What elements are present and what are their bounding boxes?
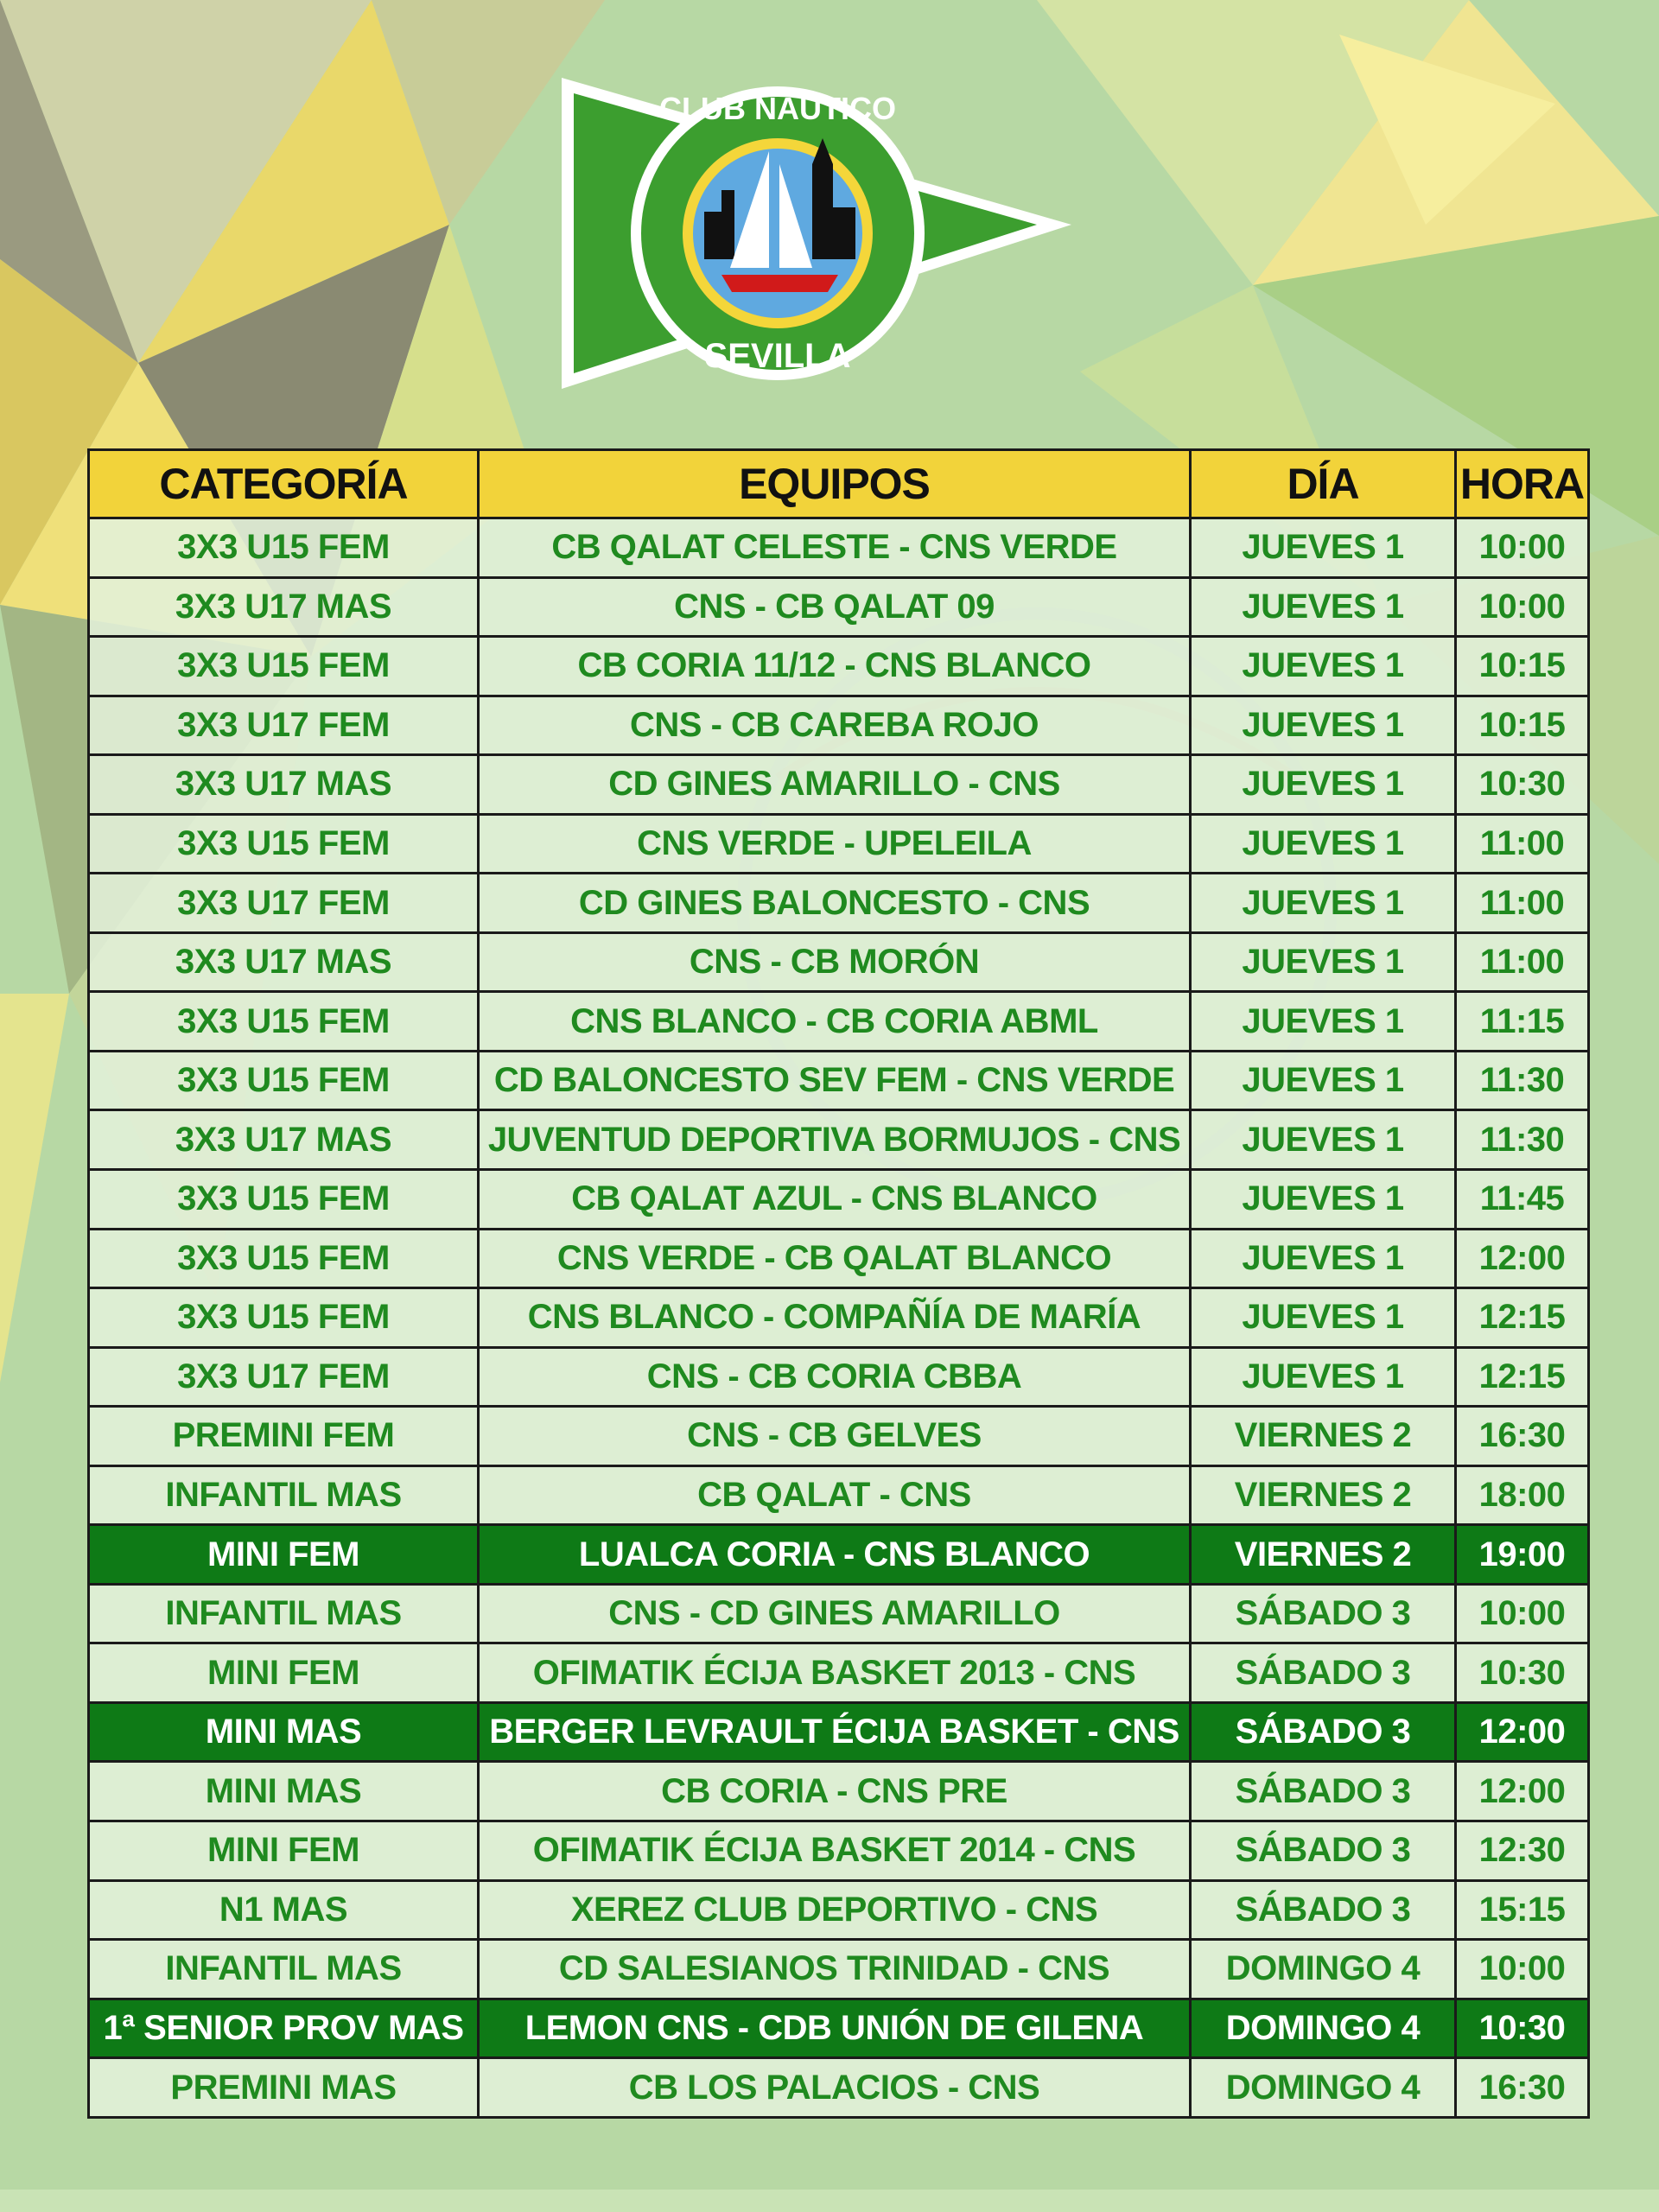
cell-equipos: CB LOS PALACIOS - CNS [479,2058,1191,2118]
table-row [89,1880,1589,1940]
cell-equipos: CD GINES AMARILLO - CNS [479,755,1191,815]
cell-equipos: LEMON CNS - CDB UNIÓN DE GILENA [479,1999,1191,2058]
cell-hora: 12:00 [1456,1702,1589,1762]
cell-dia: VIERNES 2 [1191,1525,1456,1585]
cell-dia: JUEVES 1 [1191,1347,1456,1407]
cell-hora: 11:30 [1456,1051,1589,1110]
cell-hora: 12:15 [1456,1347,1589,1407]
cell-hora: 16:30 [1456,1407,1589,1466]
cell-hora: 12:15 [1456,1288,1589,1348]
cell-hora: 10:15 [1456,637,1589,696]
header-row [89,450,1589,518]
table-row [89,1347,1589,1407]
header-equipos: EQUIPOS [479,450,1191,518]
table-row [89,814,1589,874]
cell-categoria: 3X3 U17 MAS [89,577,479,637]
club-logo [553,69,1106,397]
cell-categoria: 3X3 U17 FEM [89,874,479,933]
table-row [89,1762,1589,1821]
table-row [89,1821,1589,1881]
table-row [89,1584,1589,1643]
cell-categoria: 3X3 U17 FEM [89,696,479,755]
cell-dia: JUEVES 1 [1191,577,1456,637]
cell-categoria: PREMINI FEM [89,1407,479,1466]
cell-dia: DOMINGO 4 [1191,1999,1456,2058]
table-row [89,1288,1589,1348]
table-row [89,874,1589,933]
cell-equipos: CB QALAT - CNS [479,1465,1191,1525]
table-row [89,1465,1589,1525]
table-row [89,932,1589,992]
cell-categoria: PREMINI MAS [89,2058,479,2118]
cell-dia: VIERNES 2 [1191,1465,1456,1525]
schedule-table [87,448,1590,2119]
cell-hora: 10:00 [1456,1940,1589,1999]
cell-hora: 11:00 [1456,874,1589,933]
cell-categoria: INFANTIL MAS [89,1940,479,1999]
cell-dia: DOMINGO 4 [1191,2058,1456,2118]
cell-hora: 11:00 [1456,814,1589,874]
cell-equipos: OFIMATIK ÉCIJA BASKET 2014 - CNS [479,1821,1191,1881]
bottom-strip [0,2190,1659,2212]
cell-equipos: CNS - CB CAREBA ROJO [479,696,1191,755]
cell-hora: 12:00 [1456,1762,1589,1821]
cell-dia: JUEVES 1 [1191,1170,1456,1230]
logo-text-top: CLUB NÁUTICO [659,91,896,126]
cell-equipos: OFIMATIK ÉCIJA BASKET 2013 - CNS [479,1643,1191,1703]
table-row [89,1229,1589,1288]
table-row [89,1643,1589,1703]
header-categoria: CATEGORÍA [89,450,479,518]
cell-dia: SÁBADO 3 [1191,1821,1456,1881]
cell-equipos: XEREZ CLUB DEPORTIVO - CNS [479,1880,1191,1940]
table-row [89,1051,1589,1110]
cell-equipos: CD BALONCESTO SEV FEM - CNS VERDE [479,1051,1191,1110]
schedule-body [89,518,1589,2118]
cell-dia: SÁBADO 3 [1191,1584,1456,1643]
cell-equipos: CB CORIA 11/12 - CNS BLANCO [479,637,1191,696]
table-row [89,696,1589,755]
table-row [89,2058,1589,2118]
cell-categoria: INFANTIL MAS [89,1584,479,1643]
cell-dia: DOMINGO 4 [1191,1940,1456,1999]
table-row [89,577,1589,637]
cell-dia: JUEVES 1 [1191,874,1456,933]
table-row [89,1110,1589,1170]
cell-dia: SÁBADO 3 [1191,1643,1456,1703]
cell-dia: JUEVES 1 [1191,1051,1456,1110]
cell-equipos: CNS VERDE - CB QALAT BLANCO [479,1229,1191,1288]
cell-categoria: 3X3 U15 FEM [89,814,479,874]
cell-categoria: MINI FEM [89,1643,479,1703]
cell-equipos: CNS - CB QALAT 09 [479,577,1191,637]
cell-categoria: MINI MAS [89,1762,479,1821]
cell-equipos: CNS - CB MORÓN [479,932,1191,992]
cell-categoria: 3X3 U15 FEM [89,1170,479,1230]
cell-dia: JUEVES 1 [1191,755,1456,815]
table-row [89,1702,1589,1762]
cell-equipos: CNS VERDE - UPELEILA [479,814,1191,874]
cell-equipos: CNS - CD GINES AMARILLO [479,1584,1191,1643]
cell-categoria: MINI FEM [89,1821,479,1881]
cell-dia: SÁBADO 3 [1191,1880,1456,1940]
table-row [89,1407,1589,1466]
table-row [89,1525,1589,1585]
cell-hora: 12:00 [1456,1229,1589,1288]
header-dia: DÍA [1191,450,1456,518]
cell-hora: 10:30 [1456,1643,1589,1703]
cell-equipos: CNS - CB GELVES [479,1407,1191,1466]
cell-categoria: 3X3 U15 FEM [89,518,479,578]
cell-dia: JUEVES 1 [1191,1110,1456,1170]
cell-hora: 12:30 [1456,1821,1589,1881]
cell-dia: JUEVES 1 [1191,637,1456,696]
cell-hora: 10:00 [1456,1584,1589,1643]
cell-hora: 10:30 [1456,1999,1589,2058]
table-row [89,992,1589,1052]
cell-hora: 15:15 [1456,1880,1589,1940]
cell-dia: SÁBADO 3 [1191,1702,1456,1762]
table-row [89,1999,1589,2058]
cell-categoria: MINI FEM [89,1525,479,1585]
cell-equipos: CNS - CB CORIA CBBA [479,1347,1191,1407]
table-row [89,1170,1589,1230]
cell-categoria: 3X3 U15 FEM [89,637,479,696]
cell-dia: JUEVES 1 [1191,814,1456,874]
cell-categoria: 3X3 U17 MAS [89,755,479,815]
cell-equipos: BERGER LEVRAULT ÉCIJA BASKET - CNS [479,1702,1191,1762]
cell-hora: 11:30 [1456,1110,1589,1170]
cell-categoria: 3X3 U17 MAS [89,932,479,992]
cell-hora: 10:30 [1456,755,1589,815]
cell-categoria: 3X3 U15 FEM [89,1229,479,1288]
cell-categoria: 3X3 U17 MAS [89,1110,479,1170]
cell-hora: 19:00 [1456,1525,1589,1585]
cell-dia: JUEVES 1 [1191,1288,1456,1348]
table-row [89,637,1589,696]
cell-dia: JUEVES 1 [1191,696,1456,755]
cell-equipos: CB QALAT CELESTE - CNS VERDE [479,518,1191,578]
cell-equipos: CD GINES BALONCESTO - CNS [479,874,1191,933]
cell-hora: 10:00 [1456,577,1589,637]
cell-dia: SÁBADO 3 [1191,1762,1456,1821]
cell-hora: 10:15 [1456,696,1589,755]
cell-equipos: CNS BLANCO - CB CORIA ABML [479,992,1191,1052]
cell-categoria: MINI MAS [89,1702,479,1762]
cell-hora: 10:00 [1456,518,1589,578]
cell-equipos: CB CORIA - CNS PRE [479,1762,1191,1821]
cell-categoria: 3X3 U17 FEM [89,1347,479,1407]
cell-equipos: CB QALAT AZUL - CNS BLANCO [479,1170,1191,1230]
cell-hora: 16:30 [1456,2058,1589,2118]
cell-hora: 11:15 [1456,992,1589,1052]
cell-dia: VIERNES 2 [1191,1407,1456,1466]
cell-categoria: N1 MAS [89,1880,479,1940]
header-hora: HORA [1456,450,1589,518]
cell-categoria: 1ª SENIOR PROV MAS [89,1999,479,2058]
logo-text-bottom: SEVILLA [704,337,851,375]
table-row [89,1940,1589,1999]
cell-equipos: CD SALESIANOS TRINIDAD - CNS [479,1940,1191,1999]
cell-hora: 11:00 [1456,932,1589,992]
cell-dia: JUEVES 1 [1191,1229,1456,1288]
table-row [89,755,1589,815]
cell-categoria: 3X3 U15 FEM [89,1288,479,1348]
table-row [89,518,1589,578]
cell-hora: 11:45 [1456,1170,1589,1230]
cell-categoria: 3X3 U15 FEM [89,1051,479,1110]
cell-hora: 18:00 [1456,1465,1589,1525]
cell-dia: JUEVES 1 [1191,992,1456,1052]
cell-categoria: 3X3 U15 FEM [89,992,479,1052]
cell-equipos: CNS BLANCO - COMPAÑÍA DE MARÍA [479,1288,1191,1348]
cell-categoria: INFANTIL MAS [89,1465,479,1525]
cell-dia: JUEVES 1 [1191,518,1456,578]
cell-dia: JUEVES 1 [1191,932,1456,992]
cell-equipos: JUVENTUD DEPORTIVA BORMUJOS - CNS [479,1110,1191,1170]
cell-equipos: LUALCA CORIA - CNS BLANCO [479,1525,1191,1585]
